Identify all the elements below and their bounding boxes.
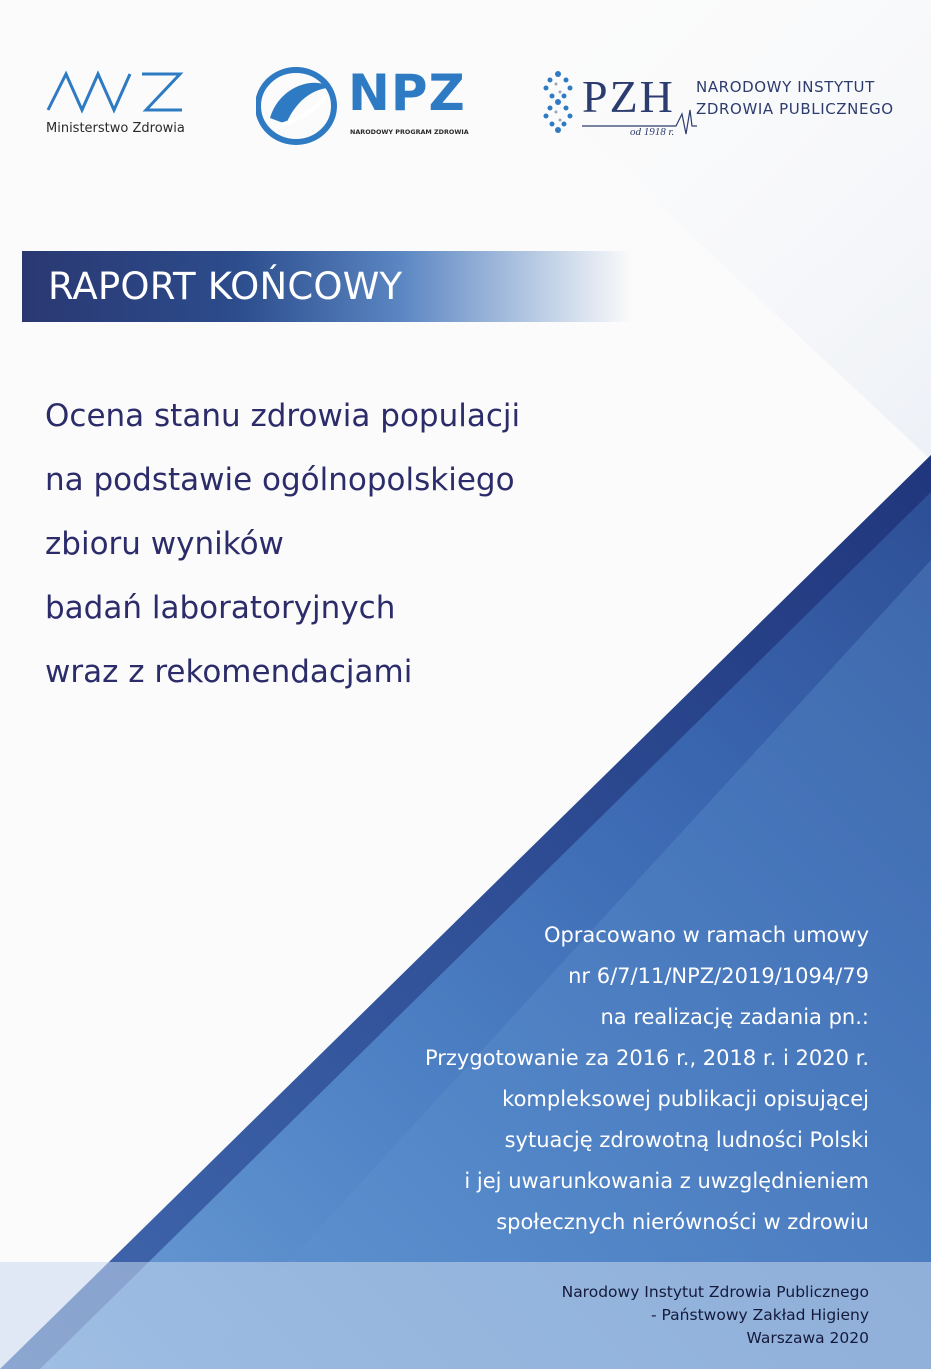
npz-swoosh-icon	[256, 66, 346, 146]
description-line: nr 6/7/11/NPZ/2019/1094/79	[568, 964, 869, 988]
title-line: badań laboratoryjnych	[45, 590, 396, 626]
description-line: społecznych nierówności w zdrowiu	[496, 1210, 869, 1234]
publisher-footer	[369, 1281, 869, 1350]
pzh-name: PZH	[582, 71, 675, 122]
mz-mark-icon	[46, 70, 186, 114]
pzh-since: od 1918 r.	[630, 126, 675, 138]
description-line: Opracowano w ramach umowy	[543, 923, 869, 947]
footer-line: Narodowy Instytut Zdrowia Publicznego	[561, 1283, 869, 1301]
report-title	[45, 384, 645, 704]
pzh-institute-line1: NARODOWY INSTYTUT	[696, 78, 875, 96]
npz-name: NPZ	[348, 64, 466, 122]
pzh-institute-name	[696, 76, 894, 120]
title-line: wraz z rekomendacjami	[45, 654, 413, 690]
ministry-of-health-logo	[40, 70, 190, 150]
npz-subtitle: NARODOWY PROGRAM ZDROWIA	[350, 128, 469, 136]
banner-label: RAPORT KOŃCOWY	[48, 265, 403, 308]
pzh-logo	[538, 66, 918, 156]
title-line: Ocena stanu zdrowia populacji	[45, 398, 521, 434]
description-line: kompleksowej publikacji opisującej	[502, 1087, 869, 1111]
description-line: Przygotowanie za 2016 r., 2018 r. i 2020 r.	[424, 1046, 869, 1070]
description-line: sytuację zdrowotną ludności Polski	[504, 1128, 869, 1152]
description-line: i jej uwarunkowania z uwzględnieniem	[464, 1169, 869, 1193]
ministry-caption: Ministerstwo Zdrowia	[46, 121, 185, 136]
dna-icon	[538, 70, 578, 134]
report-banner	[22, 251, 632, 322]
footer-line: Warszawa 2020	[746, 1329, 869, 1347]
title-line: na podstawie ogólnopolskiego	[45, 462, 515, 498]
description-line: na realizację zadania pn.:	[600, 1005, 869, 1029]
pzh-institute-line2: ZDROWIA PUBLICZNEGO	[696, 100, 894, 118]
footer-line: - Państwowy Zakład Higieny	[651, 1306, 869, 1324]
contract-description	[309, 915, 869, 1243]
title-line: zbioru wyników	[45, 526, 284, 562]
npz-logo	[256, 66, 486, 146]
